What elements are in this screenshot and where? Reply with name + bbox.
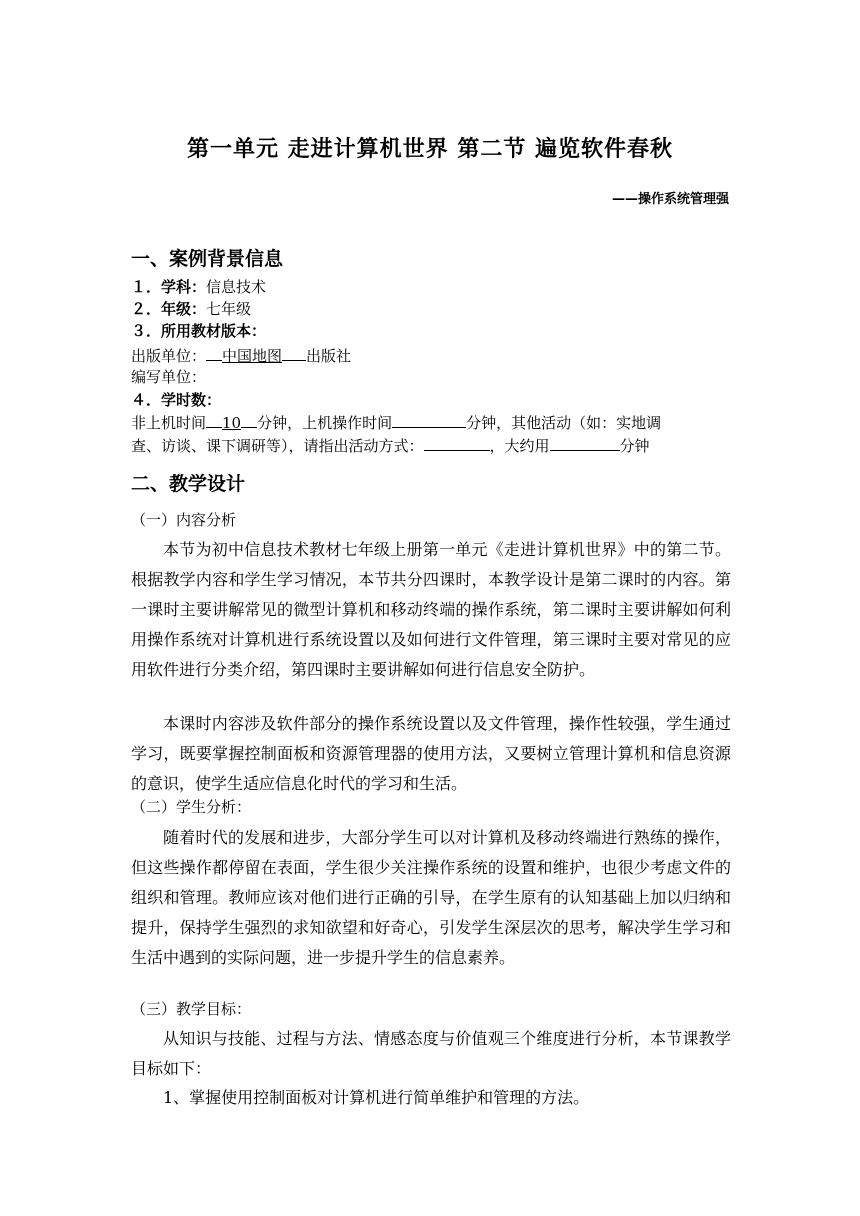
document-subtitle: ——操作系统管理强 bbox=[611, 192, 729, 207]
hours-line2-b: ，大约用 bbox=[489, 437, 550, 455]
teaching-goals-paragraph: 从知识与技能、过程与方法、情感态度与价值观三个维度进行分析，本节课教学目标如下： bbox=[131, 1029, 731, 1078]
content-analysis-paragraph-1: 本节为初中信息技术教材七年级上册第一单元《走进计算机世界》中的第二节。根据教学内容和学生学习情况，本节共分四课时，本教学设计是第二课时的内容。第一课时主要讲解常见的微型计算机和移动终端的操作系统，第二课时主要讲解如何利用操作系统对计算机进行系统设置以及如何进行文件管理，第三课时主要对常见的应用软件进行分类介绍，第四课时主要讲解如何进行信息安全防护。 bbox=[131, 540, 731, 679]
activity-method-blank bbox=[424, 435, 490, 451]
section-heading-background: 一、案例背景信息 bbox=[131, 248, 284, 270]
grade-label: ２．年级： bbox=[131, 300, 207, 318]
publisher-blank-right bbox=[282, 345, 306, 361]
hours-line1-a: 非上机时间 bbox=[131, 414, 207, 432]
hours-line1-c: 分钟，其他活动（如：实地调 bbox=[466, 414, 662, 432]
grade-line bbox=[131, 299, 741, 320]
hours-blank-a bbox=[206, 412, 222, 428]
publisher-line bbox=[131, 345, 741, 367]
editor-label: 编写单位： bbox=[131, 368, 207, 386]
teaching-goals-label: （三）教学目标： bbox=[131, 1000, 252, 1018]
grade-value: 七年级 bbox=[206, 300, 252, 318]
hours-line2-c: 分钟 bbox=[619, 437, 650, 455]
textbook-label: ３．所用教材版本： bbox=[131, 322, 267, 340]
subject-line bbox=[131, 277, 741, 298]
publisher-label: 出版单位： bbox=[131, 347, 207, 365]
textbook-line bbox=[131, 321, 741, 342]
student-analysis-paragraph: 随着时代的发展和进步，大部分学生可以对计算机及移动终端进行熟练的操作，但这些操作都停留在表面，学生很少关注操作系统的设置和维护，也很少考虑文件的组织和管理。教师应该对他们进行正确的引导，在学生原有的认知基础上加以归纳和提升，保持学生强烈的求知欲望和好奇心，引发学生深层次的思考，解决学生学习和生活中遇到的实际问题，进一步提升学生的信息素养。 bbox=[131, 828, 731, 967]
hours-line-1 bbox=[131, 412, 741, 434]
hours-line2-a: 查、访谈、课下调研等），请指出活动方式： bbox=[131, 437, 424, 455]
subject-value: 信息技术 bbox=[206, 278, 267, 296]
content-analysis-label: （一）内容分析 bbox=[131, 511, 237, 529]
student-analysis-label: （二）学生分析： bbox=[131, 798, 252, 816]
offline-minutes-value: 10 bbox=[222, 414, 242, 432]
teaching-goal-item-1: 1、掌握使用控制面板对计算机进行简单维护和管理的方法。 bbox=[163, 1088, 590, 1107]
hours-label: ４．学时数： bbox=[131, 391, 222, 409]
publisher-blank-left bbox=[206, 345, 222, 361]
subject-label: １．学科： bbox=[131, 278, 207, 296]
hours-blank-b bbox=[241, 412, 257, 428]
hours-label-line bbox=[131, 390, 741, 411]
hours-line1-b: 分钟，上机操作时间 bbox=[257, 414, 393, 432]
content-analysis-paragraph-2: 本课时内容涉及软件部分的操作系统设置以及文件管理，操作性较强，学生通过学习，既要掌握控制面板和资源管理器的使用方法，又要树立管理计算机和信息资源的意识，使学生适应信息化时代的学习和生活。 bbox=[131, 714, 731, 793]
hours-line-2 bbox=[131, 435, 741, 457]
online-minutes-blank bbox=[392, 412, 466, 428]
publisher-suffix: 出版社 bbox=[306, 347, 352, 365]
section-heading-design: 二、教学设计 bbox=[131, 473, 246, 495]
document-title: 第一单元 走进计算机世界 第二节 遍览软件春秋 bbox=[187, 137, 673, 162]
activity-minutes-blank bbox=[550, 435, 620, 451]
publisher-value: 中国地图 bbox=[222, 347, 283, 365]
editor-line bbox=[131, 367, 741, 388]
